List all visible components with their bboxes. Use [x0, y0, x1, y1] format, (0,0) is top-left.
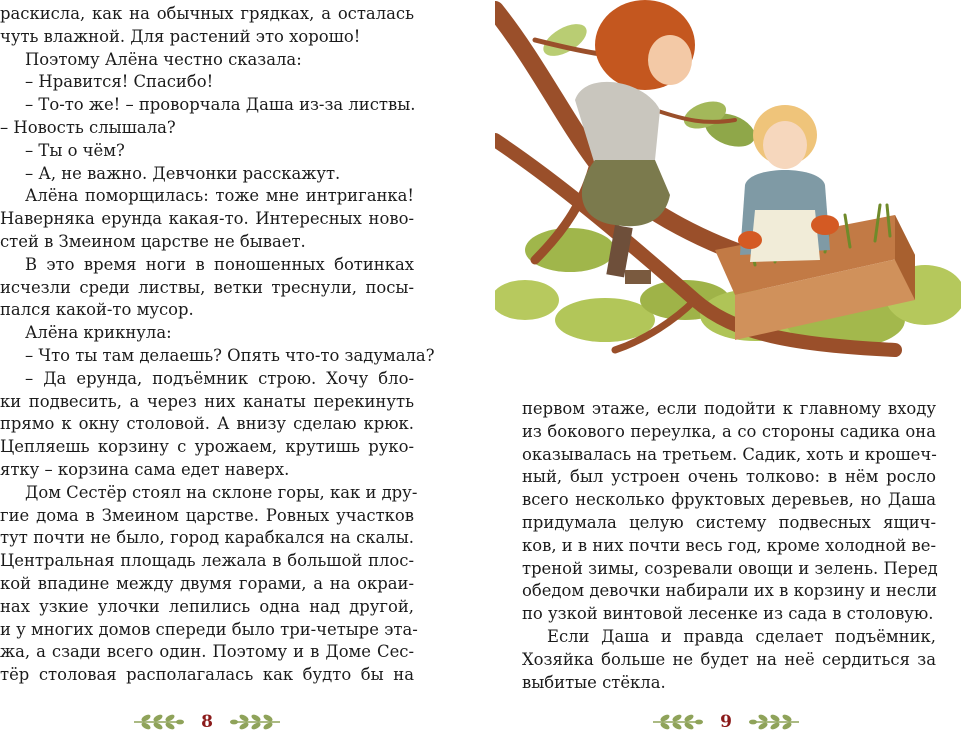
right-page	[481, 0, 962, 736]
text-line: по узкой винтовой лесенке из сада в столовую.	[522, 604, 934, 624]
text-line: тут почти не было, город карабкался на скалы.	[0, 528, 414, 548]
text-line: Алёна поморщилась: тоже мне интриганка!	[25, 186, 414, 206]
page-number: 8	[201, 712, 213, 732]
text-line: всего несколько фруктовых деревьев, но Даша	[522, 490, 936, 510]
text-line: – То-то же! – проворчала Даша из-за листвы.	[25, 95, 416, 115]
text-line: нах узкие улочки лепились одна над другой,	[0, 596, 414, 616]
text-line: обедом девочки набирали их в корзину и несли	[522, 581, 938, 601]
text-line: Цепляешь корзину с урожаем, крутишь руко-	[0, 437, 414, 457]
leaf-sprig-icon	[230, 713, 282, 731]
text-line: жа, а сзади всего один. Поэтому и в Доме Сес-	[0, 642, 414, 662]
text-line: кой впадине между двумя горами, а на окраи-	[0, 573, 414, 593]
text-line: и у многих домов спереди было три-четыре эта-	[0, 619, 418, 639]
leaf-sprig-icon	[651, 713, 703, 731]
text-line: выбитые стёкла.	[522, 672, 666, 692]
text-line: ки подвесить, а через них канаты перекинуть	[0, 391, 414, 411]
leaf-sprig-icon	[132, 713, 184, 731]
leaf-sprig-icon	[749, 713, 801, 731]
text-line: Центральная площадь лежала в большой плос-	[0, 551, 414, 571]
text-line: – Нравится! Спасибо!	[25, 72, 214, 92]
text-line: треной зимы, созревали овощи и зелень. Перед	[522, 558, 938, 578]
text-line: исчезли среди листвы, ветки треснули, посы-	[0, 277, 414, 297]
text-line: – А, не важно. Девчонки расскажут.	[25, 163, 341, 183]
text-line: В это время ноги в поношенных ботинках	[25, 254, 414, 274]
text-line: ятку – корзина сама едет наверх.	[0, 459, 290, 479]
girl-blonde-hair	[738, 105, 839, 262]
text-line: стей в Змеином царстве не бывает.	[0, 231, 306, 251]
text-line: Алёна крикнула:	[25, 323, 172, 343]
text-line: первом этаже, если подойти к главному входу	[522, 399, 936, 418]
text-line: пался какой-то мусор.	[0, 300, 194, 320]
text-line: Дом Сестёр стоял на склоне горы, как и дру-	[25, 482, 418, 502]
text-line: Поэтому Алёна честно сказала:	[25, 49, 302, 69]
text-line: Наверняка ерунда какая-то. Интересных ново-	[0, 209, 414, 229]
text-line: Если Даша и правда сделает подъёмник,	[547, 626, 936, 646]
text-line: раскисла, как на обычных грядках, а осталась	[0, 4, 414, 23]
page-footer-left	[107, 708, 307, 736]
left-page-text	[0, 3, 435, 687]
text-line: – Да ерунда, подъёмник строю. Хочу бло-	[25, 368, 414, 388]
text-line: прямо к окну столовой. А внизу сделаю крюк.	[0, 414, 414, 434]
text-line: придумала целую систему подвесных ящич-	[522, 512, 936, 532]
illustration-girls-in-tree-garden	[495, 0, 961, 372]
text-line: ков, и в них почти весь год, кроме холодной ве-	[522, 535, 936, 555]
text-line: – Что ты там делаешь? Опять что-то задумала?	[25, 345, 435, 365]
text-line: тёр столовая располагалась как будто бы на	[0, 665, 414, 685]
right-page-text	[522, 398, 936, 694]
text-line: ный, был устроен очень толково: в нём росло	[522, 467, 936, 487]
text-line: гие дома в Змеином царстве. Ровных участков	[0, 505, 414, 525]
text-line: Хозяйка больше не будет на неё сердиться за	[522, 649, 936, 669]
page-number: 9	[720, 712, 732, 732]
text-line: чуть влажной. Для растений это хорошо!	[0, 26, 361, 46]
text-line: – Ты о чём?	[25, 140, 125, 160]
text-line: – Новость слышала?	[0, 117, 176, 137]
page-footer-right	[626, 708, 826, 736]
text-line: из бокового переулка, а со стороны садика она	[522, 421, 936, 441]
text-line: оказывалась на третьем. Садик, хоть и крошеч-	[522, 444, 937, 464]
